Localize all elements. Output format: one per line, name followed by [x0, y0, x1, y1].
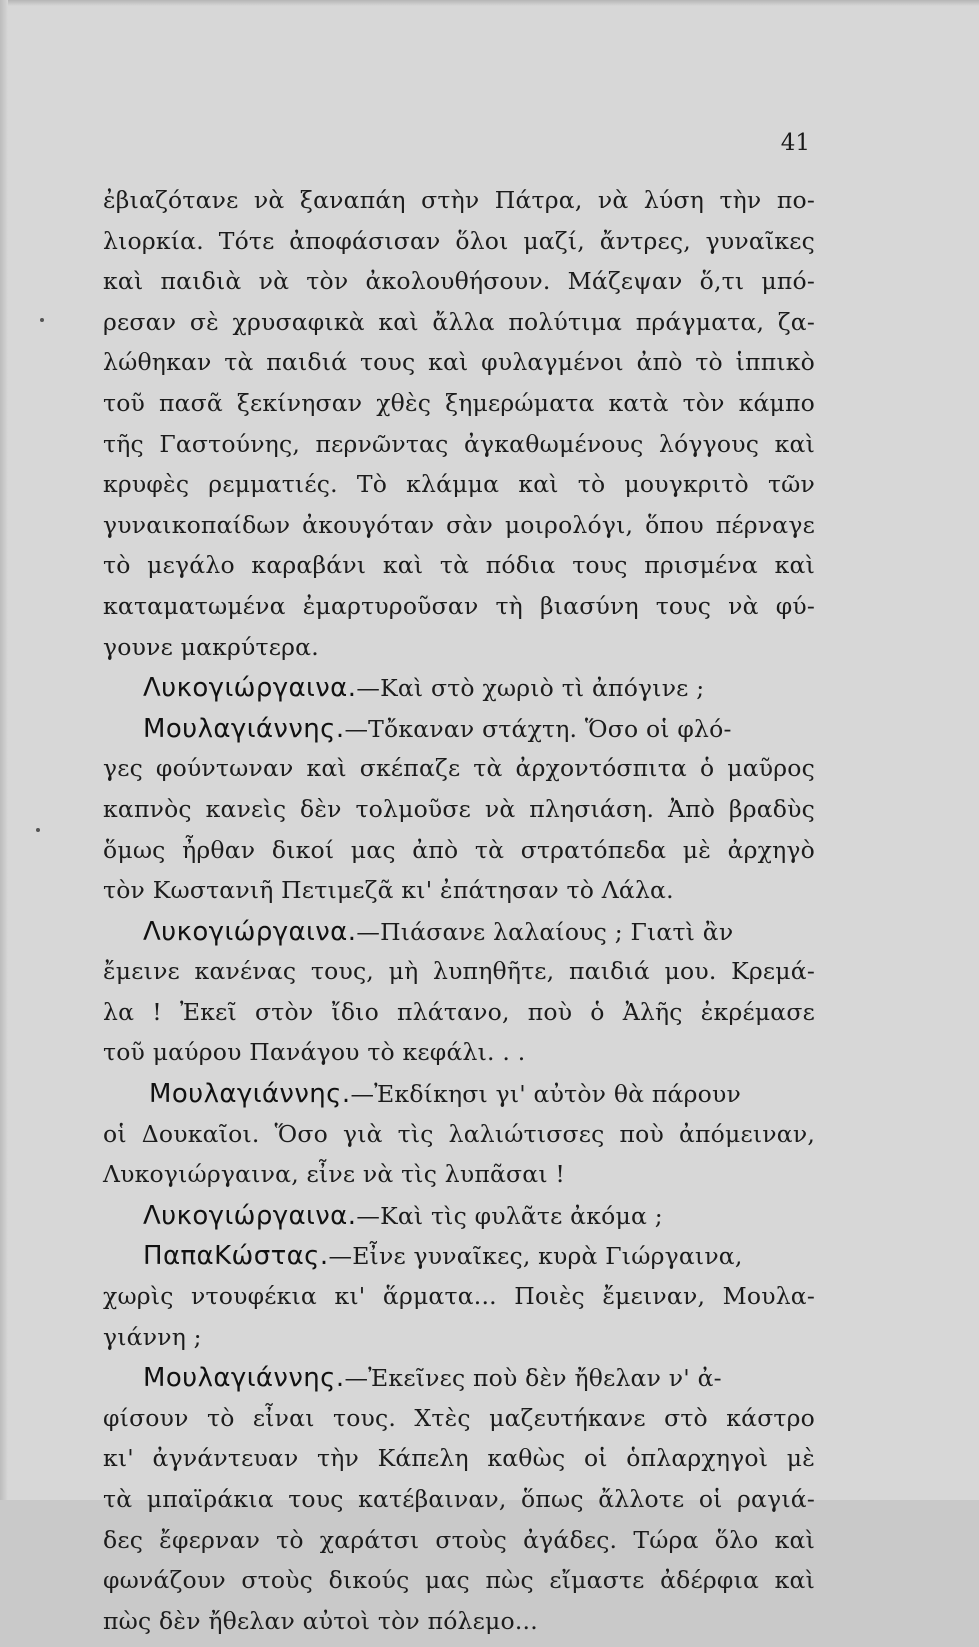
text-line: δες ἔφερναν τὸ χαράτσι στοὺς ἀγάδες. Τώρα ὅλο καὶ	[103, 1525, 815, 1554]
speech-text: —Ἐκεῖνες ποὺ δὲν ἤθελαν ν' ἀ-	[344, 1364, 722, 1393]
text-line: Λυκογιώργαινα, εἶνε νὰ τὶς λυπᾶσαι !	[103, 1160, 566, 1189]
speaker-name: ΠαπαΚώστας.	[143, 1241, 329, 1272]
text-line: λα ! Ἐκεῖ στὸν ἴδιο πλάτανο, ποὺ ὁ Ἀλῆς ἐκρέμασε	[103, 997, 815, 1026]
text-line: γιάννη ;	[103, 1322, 202, 1351]
page-number: 41	[780, 130, 810, 156]
text-line: καταματωμένα ἐμαρτυροῦσαν τὴ βιασύνη τους νὰ φύ-	[103, 591, 815, 620]
speaker-name: Λυκογιώργαινα.	[143, 1200, 357, 1231]
speech-text: —Τὄκαναν στάχτη. Ὅσο οἱ φλό-	[344, 714, 732, 743]
speaker-name: Λυκογιώργαινα.	[143, 673, 357, 704]
speech-text: —Καὶ στὸ χωριὸ τὶ ἀπόγινε ;	[356, 674, 705, 703]
text-line: τὸ μεγάλο καραβάνι καὶ τὰ πόδια τους πρισμένα καὶ	[103, 551, 815, 580]
text-line: χωρὶς ντουφέκια κι' ἅρματα... Ποιὲς ἔμειναν, Μουλα-	[103, 1282, 815, 1311]
text-line: λιορκία. Τότε ἀποφάσισαν ὅλοι μαζί, ἄντρες, γυναῖκες	[103, 226, 815, 255]
speech-text: —Πιάσανε λαλαίους ; Γιατὶ ἂν	[356, 917, 734, 946]
text-line: γουνε μακρύτερα.	[103, 632, 319, 661]
scan-edge-top	[0, 0, 979, 6]
speaker-name: Λυκογιώργαινα.	[143, 916, 357, 947]
scan-speck	[40, 318, 44, 322]
text-line: τοῦ πασᾶ ξεκίνησαν χθὲς ξημερώματα κατὰ τὸν κάμπο	[103, 388, 815, 417]
text-line: τοῦ μαύρου Πανάγου τὸ κεφάλι. . .	[103, 1038, 526, 1067]
text-line: κι' ἀγνάντευαν τὴν Κάπελη καθὼς οἱ ὁπλαρχηγοὶ μὲ	[103, 1444, 815, 1473]
dialogue-line	[103, 1363, 815, 1404]
text-line: γυναικοπαίδων ἀκουγόταν σὰν μοιρολόγι, ὅπου πέρναγε	[103, 510, 815, 539]
text-line: καὶ παιδιὰ νὰ τὸν ἀκολουθήσουν. Μάζεψαν ὅ,τι μπό-	[103, 267, 815, 296]
text-line: λώθηκαν τὰ παιδιά τους καὶ φυλαγμένοι ἀπὸ τὸ ἱππικὸ	[103, 348, 815, 377]
dialogue-line	[103, 714, 815, 755]
dialogue-line	[103, 1201, 815, 1242]
text-line: τῆς Γαστούνης, περνῶντας ἀγκαθωμένους λόγγους καὶ	[103, 429, 815, 458]
dialogue-line	[103, 917, 815, 958]
scan-speck	[36, 828, 40, 832]
speaker-name: Μουλαγιάννης.	[149, 1079, 351, 1110]
text-line: φίσουν τὸ εἶναι τους. Χτὲς μαζευτήκανε στὸ κάστρο	[103, 1403, 815, 1432]
text-block	[103, 186, 815, 1647]
dialogue-line	[103, 1079, 815, 1120]
text-line: ὅμως ἦρθαν δικοί μας ἀπὸ τὰ στρατόπεδα μὲ ἀρχηγὸ	[103, 835, 815, 864]
text-line: πὼς δὲν ἤθελαν αὐτοὶ τὸν πόλεμο...	[103, 1606, 538, 1635]
dialogue-line	[103, 1241, 815, 1282]
text-line: ἔμεινε κανένας τους, μὴ λυπηθῆτε, παιδιά μου. Κρεμά-	[103, 957, 815, 986]
text-line: τὰ μπαϊράκια τους κατέβαιναν, ὅπως ἄλλοτε οἱ ραγιά-	[103, 1485, 815, 1513]
dialogue-line	[103, 673, 815, 714]
text-line: τὸν Κωστανιῆ Πετιμεζᾶ κι' ἐπάτησαν τὸ Λάλα.	[103, 876, 674, 905]
text-line: γες φούντωναν καὶ σκέπαζε τὰ ἀρχοντόσπιτα ὁ μαῦρος	[103, 754, 815, 783]
text-line: φωνάζουν στοὺς δικούς μας πὼς εἴμαστε ἀδέρφια καὶ	[103, 1566, 815, 1595]
speech-text: —Ἐκδίκησι γι' αὐτὸν θὰ πάρουν	[350, 1080, 741, 1109]
text-line: καπνὸς κανεὶς δὲν τολμοῦσε νὰ πλησιάση. Ἀπὸ βραδὺς	[103, 794, 815, 823]
text-line: ρεσαν σὲ χρυσαφικὰ καὶ ἄλλα πολύτιμα πράγματα, ζα-	[103, 307, 815, 336]
text-line: κρυφὲς ρεμματιές. Τὸ κλάμμα καὶ τὸ μουγκριτὸ τῶν	[103, 470, 815, 499]
text-line: οἱ Δουκαῖοι. Ὅσο γιὰ τὶς λαλιώτισσες ποὺ ἀπόμειναν,	[103, 1119, 815, 1148]
speech-text: —Καὶ τὶς φυλᾶτε ἀκόμα ;	[356, 1201, 663, 1230]
scan-edge-left	[0, 0, 8, 1500]
speech-text: —Εἶνε γυναῖκες, κυρὰ Γιώργαινα,	[328, 1242, 743, 1271]
speaker-name: Μουλαγιάννης.	[143, 713, 345, 744]
text-line: ἐβιαζότανε νὰ ξαναπάη στὴν Πάτρα, νὰ λύση τὴν πο-	[103, 186, 815, 214]
speaker-name: Μουλαγιάννης.	[143, 1363, 345, 1394]
